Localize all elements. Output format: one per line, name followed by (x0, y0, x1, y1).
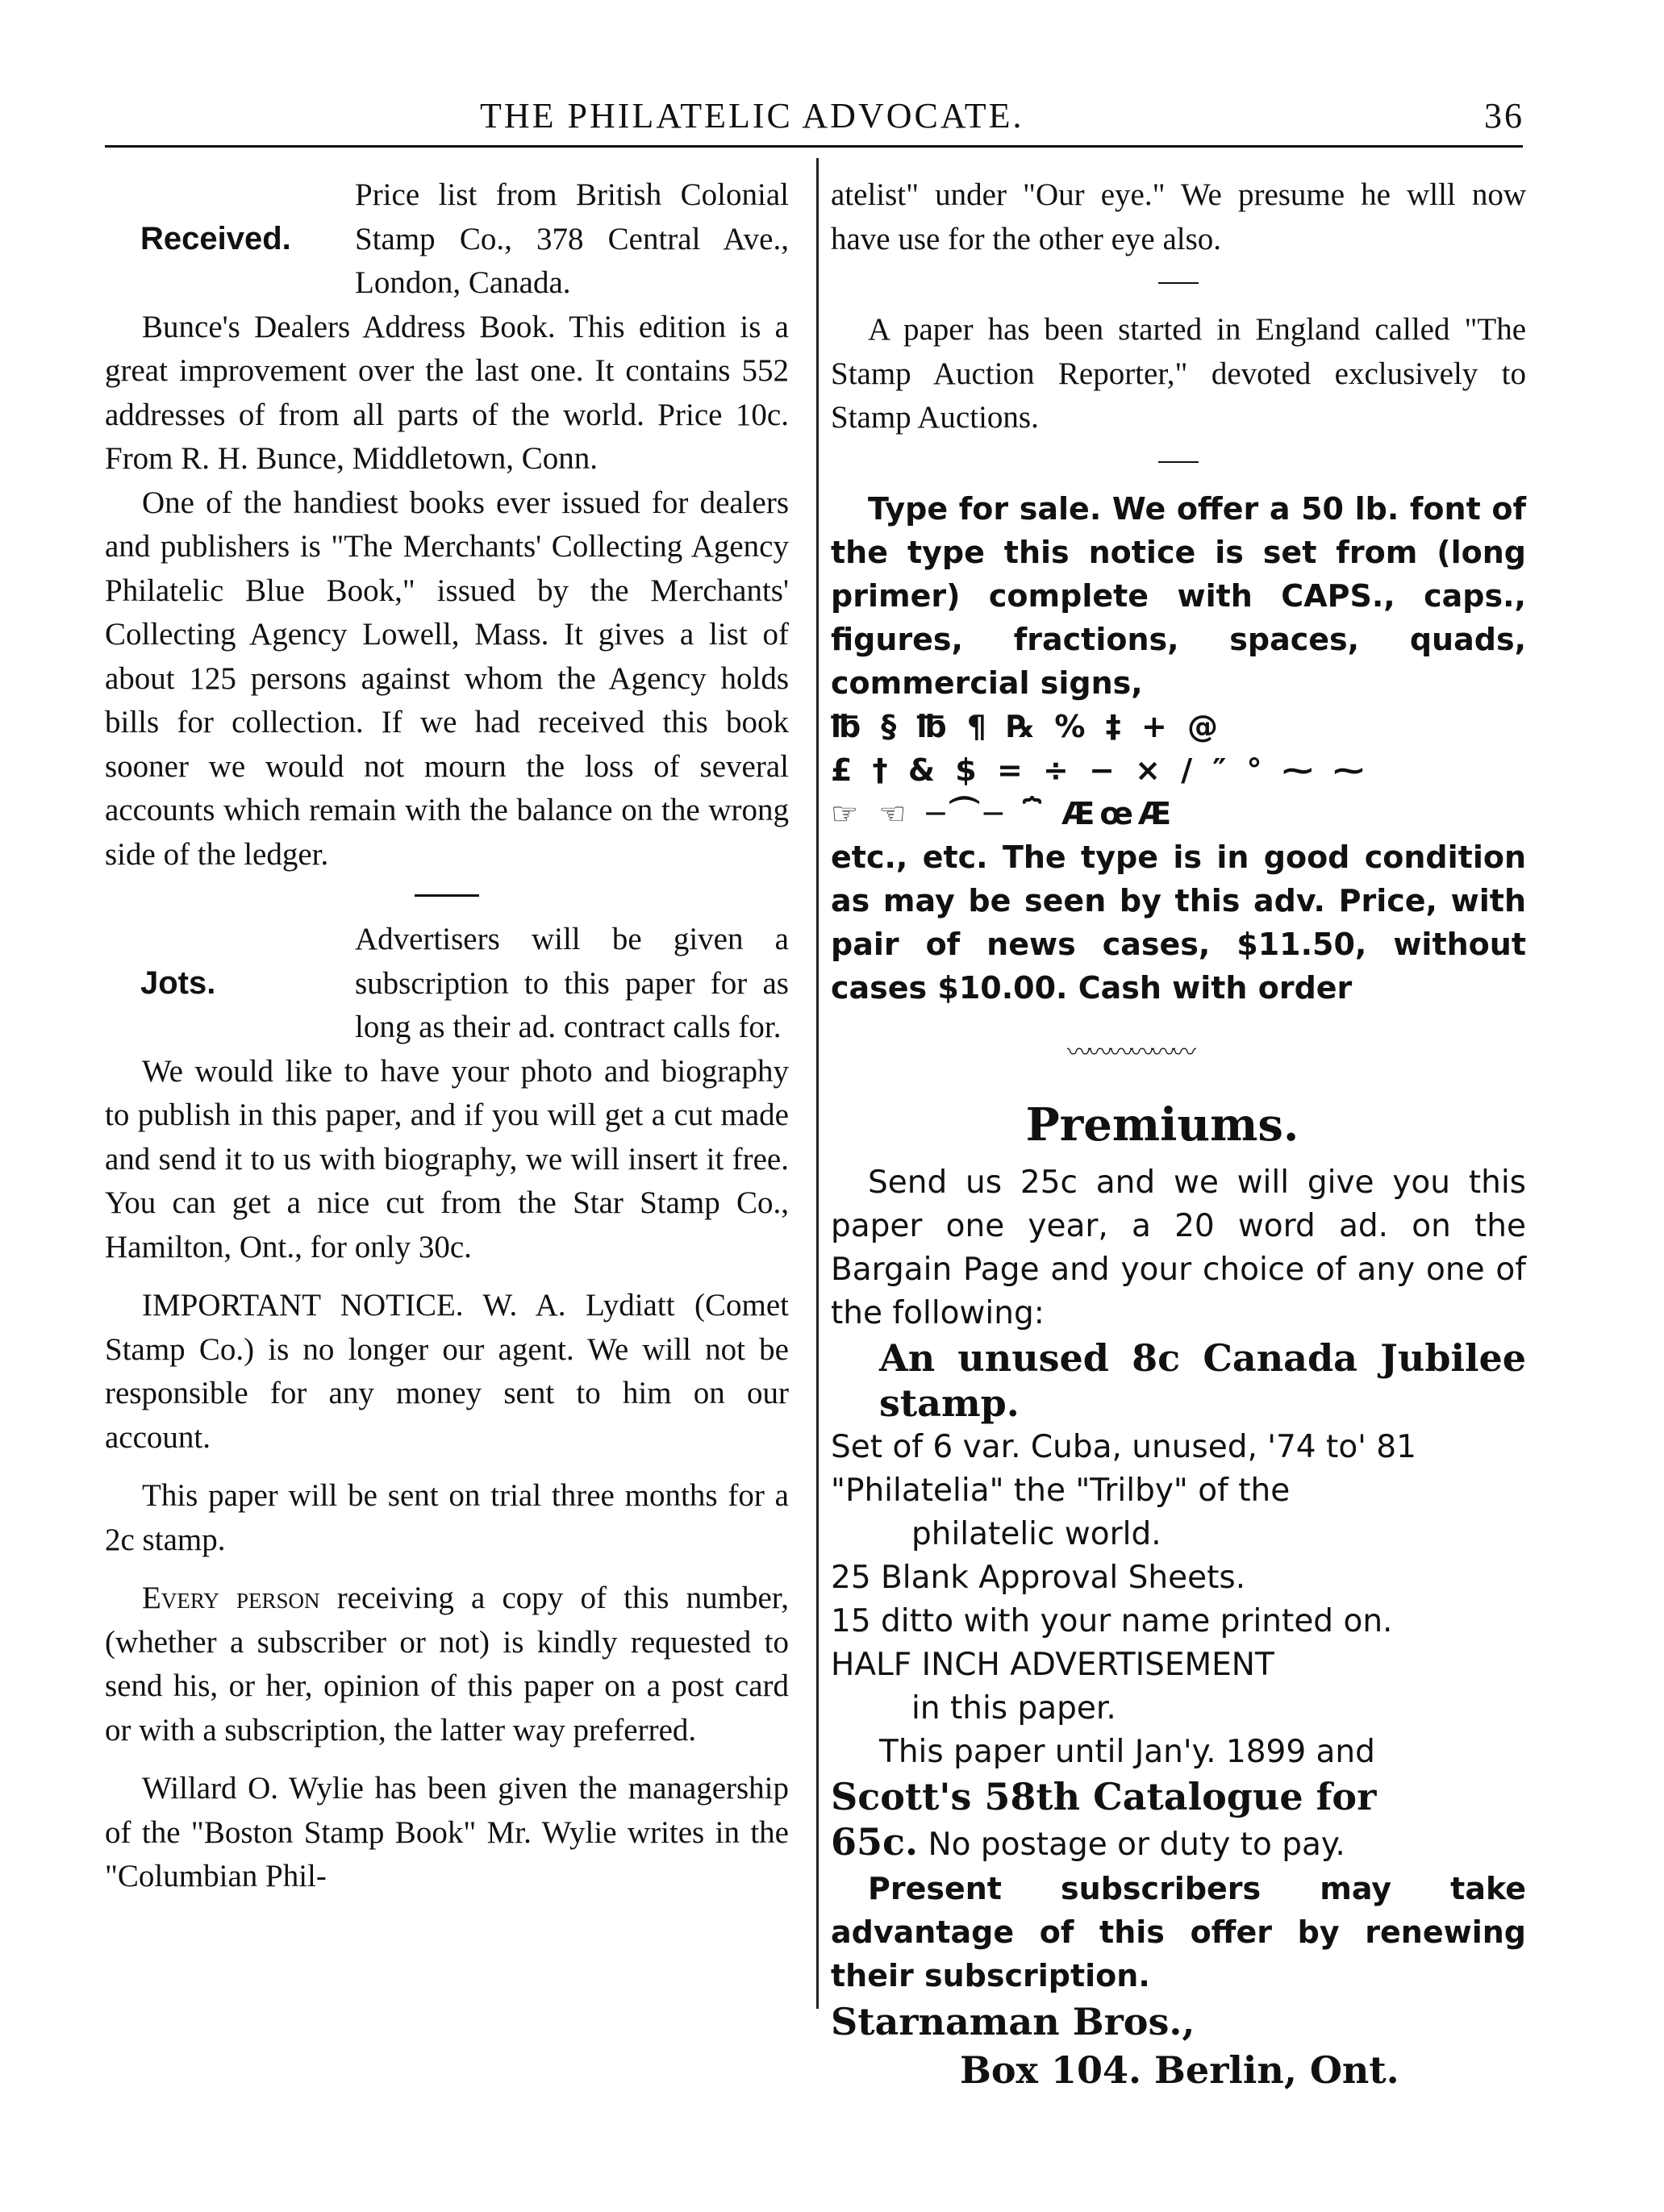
signature-block (831, 1997, 1526, 2094)
premium-scott-3 (831, 1819, 1526, 1867)
premium-scott-note: No postage or duty to pay. (918, 1826, 1345, 1863)
signature-name: Starnaman Bros., (831, 1999, 1195, 2043)
premiums-list (831, 1161, 1526, 1997)
premiums-intro: Send us 25c and we will give you this paper one year, a 20 word ad. on the Bargain Page and your choice of any one of the following: (831, 1164, 1526, 1331)
trial-paragraph: This paper will be sent on trial three months for a 2c stamp. (105, 1478, 789, 1557)
type-sale-price: etc., etc. The type is in good condition as may be seen by this adv. Price, with pair of news cases, $11.50, without cases $10.00. Cash with order (831, 839, 1526, 1006)
premium-jubilee: An unused 8c Canada Jubilee stamp. (879, 1335, 1526, 1425)
left-column (105, 173, 789, 1899)
jots-heading: Jots. (140, 965, 216, 1001)
jots-section (105, 918, 789, 1050)
divider-dash (1158, 461, 1199, 463)
signature-address: Box 104. Berlin, Ont. (960, 2047, 1399, 2092)
premium-cuba-line-1: Set of 6 var. Cuba, unused, '74 to' 81 (831, 1428, 1416, 1465)
running-header (105, 90, 1524, 139)
page-number: 36 (1484, 96, 1524, 135)
merchants-paragraph: One of the handiest books ever issued for dealers and publishers is "The Merchants' Collecting Agency Philatelic Blue Book," issued by the Merchants' Collecting Agency Lowell, Mass. It gives a list of about 125 persons against whom the Agency holds bills for collection. If we had received this book sooner we would not mourn the loss of several accounts which remain with the balance on the wrong side of the ledger. (105, 485, 789, 872)
premium-scott-1: This paper until Jan'y. 1899 and (879, 1733, 1375, 1770)
photo-paragraph: We would like to have your photo and biography to publish in this paper, and if you will get a cut made and send it to us with biography, we will insert it free. You can get a nice cut from the Star Stamp Co., Hamilton, Ont., for only 30c. (105, 1053, 789, 1264)
wavy-divider: 〰〰〰〰〰〰 (1067, 1039, 1193, 1066)
wylie-paragraph: Willard O. Wylie has been given the managership of the "Boston Stamp Book" Mr. Wylie writes in the "Columbian Phil- (105, 1771, 789, 1893)
auction-paragraph: A paper has been started in England called "The Stamp Auction Reporter," devoted exclusively to Stamp Auctions. (831, 312, 1526, 435)
type-sale-text: Type for sale. We offer a 50 lb. font of the type this notice is set from (long primer) complete with CAPS., caps., figures, fractions, spaces, quads, commercial signs, (831, 490, 1526, 701)
header-rule (105, 145, 1523, 148)
premium-scott-2: Scott's 58th Catalogue for (831, 1774, 1377, 1818)
received-heading: Received. (140, 221, 291, 256)
type-glyph-row-3: ☞ ☜ ─⏜─ ⏞ ÆœÆ (831, 795, 1177, 831)
premium-scott-price: 65c. (831, 1819, 919, 1864)
every-person-caps: Every person (142, 1581, 320, 1615)
right-column (831, 173, 1526, 2094)
jots-text: Advertisers will be given a subscription to this paper for as long as their ad. contract calls for. (355, 922, 789, 1044)
divider-dash (1158, 282, 1199, 284)
premium-cuba-line-2: "Philatelia" the "Trilby" of the (831, 1472, 1291, 1509)
premium-ditto: 15 ditto with your name printed on. (831, 1602, 1393, 1639)
premium-half-inch: HALF INCH ADVERTISEMENT (831, 1646, 1274, 1683)
premium-present: Present subscribers may take advantage of this offer by renewing their subscription. (831, 1870, 1526, 1993)
premiums-heading: Premiums. (1025, 1098, 1299, 1152)
notice-paragraph: IMPORTANT NOTICE. W. A. Lydiatt (Comet Stamp Co.) is no longer our agent. We will not be responsible for any money sent to him on our account. (105, 1288, 789, 1455)
section-divider (415, 894, 479, 897)
column-rule (816, 158, 819, 2009)
wylie-continuation: atelist" under "Our eye." We presume he wlll now have use for the other eye also. (831, 177, 1526, 256)
every-person-paragraph (105, 1577, 789, 1752)
premium-blank-sheets: 25 Blank Approval Sheets. (831, 1559, 1246, 1596)
received-section (105, 173, 789, 306)
received-text: Price list from British Colonial Stamp Co., 378 Central Ave., London, Canada. (355, 177, 789, 300)
bunce-paragraph: Bunce's Dealers Address Book. This edition is a great improvement over the last one. It contains 552 addresses of from all parts of the world. Price 10c. From R. H. Bunce, Middletown, Conn. (105, 309, 789, 476)
type-glyph-row-1: ℔ § ℔ ¶ ℞ % ‡ + @ (831, 708, 1224, 744)
page-title: THE PHILATELIC ADVOCATE. (480, 96, 1024, 135)
every-person-text: receiving a copy of this number, (whether a subscriber or not) is kindly requested to send his, or her, opinion of this paper on a post card or with a subscription, the latter way preferred. (105, 1581, 789, 1748)
premium-cuba-line-3: philatelic world. (911, 1515, 1161, 1552)
type-glyph-row-2: £ † & $ = ÷ − × / ″ ° ⁓ ⁓ (831, 752, 1369, 788)
premium-half-inch-2: in this paper. (911, 1689, 1116, 1727)
